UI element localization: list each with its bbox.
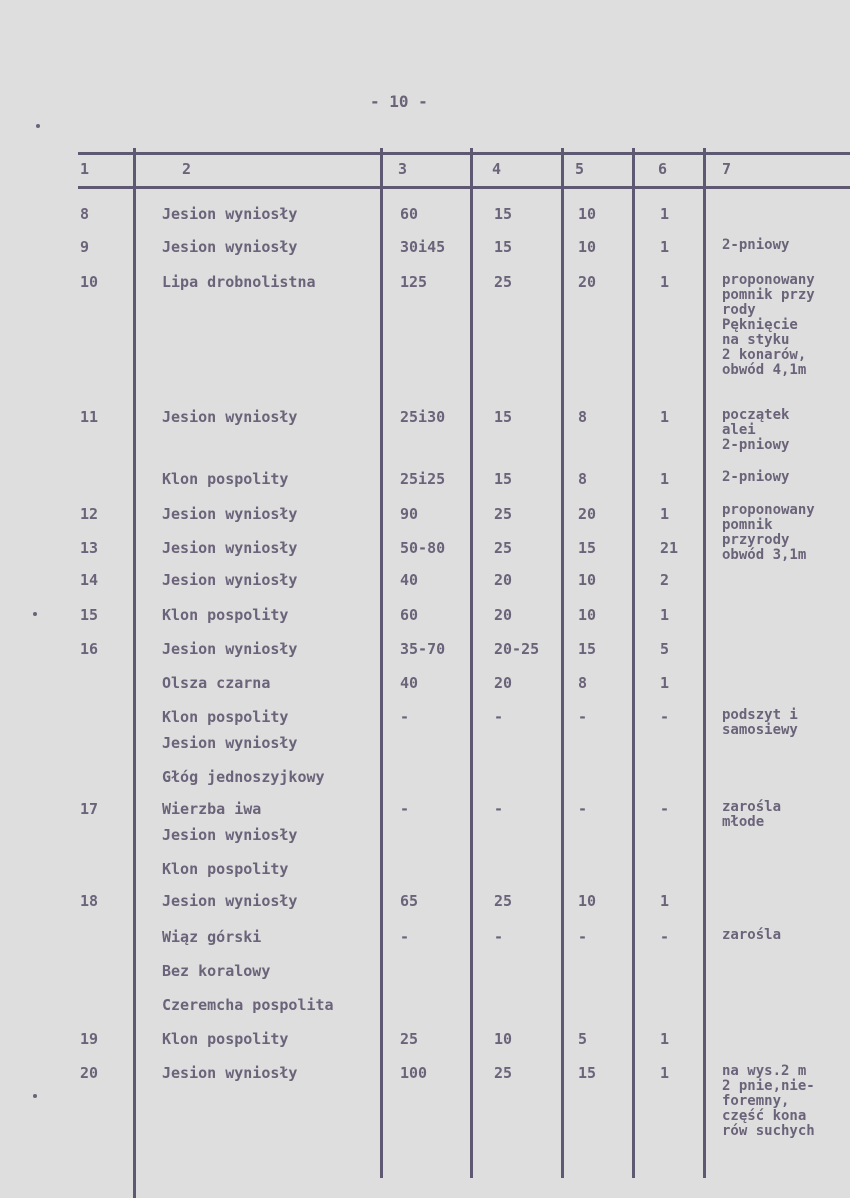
cell-col4: 15 xyxy=(494,408,513,426)
cell-note: 2-pniowy xyxy=(722,237,790,253)
cell-col3: 60 xyxy=(400,606,419,624)
cell-note: zarośla xyxy=(722,927,782,943)
cell-species: Głóg jednoszyjkowy xyxy=(162,768,325,786)
cell-col6: 1 xyxy=(660,892,670,910)
cell-nr: 13 xyxy=(80,539,99,557)
cell-nr: 11 xyxy=(80,408,99,426)
punch-hole xyxy=(33,1094,37,1098)
column-divider-4 xyxy=(561,148,564,1178)
table-header-line xyxy=(78,186,850,189)
cell-species: Czeremcha pospolita xyxy=(162,996,334,1014)
cell-col5: 15 xyxy=(578,539,597,557)
cell-col5: 8 xyxy=(578,470,588,488)
cell-col5: 15 xyxy=(578,1064,597,1082)
cell-col4: 25 xyxy=(494,892,513,910)
cell-col4: - xyxy=(494,708,504,726)
cell-species: Jesion wyniosły xyxy=(162,539,298,557)
cell-col5: - xyxy=(578,800,588,818)
cell-col3: 100 xyxy=(400,1064,428,1082)
cell-col5: - xyxy=(578,708,588,726)
cell-col4: 25 xyxy=(494,273,513,291)
header-col-7: 7 xyxy=(722,160,732,178)
cell-col6: 1 xyxy=(660,606,670,624)
cell-species: Jesion wyniosły xyxy=(162,734,298,752)
header-col-1: 1 xyxy=(80,160,90,178)
cell-nr: 9 xyxy=(80,238,90,256)
cell-col4: 15 xyxy=(494,205,513,223)
punch-hole xyxy=(33,612,37,616)
cell-col5: 8 xyxy=(578,408,588,426)
cell-col4: 25 xyxy=(494,1064,513,1082)
cell-col3: 35-70 xyxy=(400,640,446,658)
cell-nr: 15 xyxy=(80,606,99,624)
cell-species: Klon pospolity xyxy=(162,606,289,624)
cell-col5: 15 xyxy=(578,640,597,658)
cell-species: Wierzba iwa xyxy=(162,800,262,818)
cell-col6: 1 xyxy=(660,273,670,291)
cell-col6: 1 xyxy=(660,408,670,426)
cell-note: proponowany pomnik przyrody obwód 3,1m xyxy=(722,502,815,563)
cell-col4: 15 xyxy=(494,470,513,488)
cell-species: Jesion wyniosły xyxy=(162,205,298,223)
column-divider-3 xyxy=(470,148,473,1178)
cell-col3: 30i45 xyxy=(400,238,446,256)
cell-col4: - xyxy=(494,800,504,818)
cell-col4: - xyxy=(494,928,504,946)
cell-col5: 8 xyxy=(578,674,588,692)
cell-col3: - xyxy=(400,800,410,818)
column-divider-6 xyxy=(703,148,706,1178)
cell-col3: - xyxy=(400,928,410,946)
cell-col3: 90 xyxy=(400,505,419,523)
cell-species: Olsza czarna xyxy=(162,674,271,692)
cell-col4: 20 xyxy=(494,606,513,624)
cell-species: Jesion wyniosły xyxy=(162,505,298,523)
cell-col5: 10 xyxy=(578,205,597,223)
cell-species: Bez koralowy xyxy=(162,962,271,980)
cell-note: zarośla młode xyxy=(722,799,782,830)
cell-col6: 1 xyxy=(660,470,670,488)
cell-note: podszyt i samosiewy xyxy=(722,707,798,738)
cell-col5: 10 xyxy=(578,606,597,624)
cell-col6: 1 xyxy=(660,238,670,256)
cell-note: początek alei 2-pniowy xyxy=(722,407,790,453)
header-col-4: 4 xyxy=(492,160,502,178)
cell-col4: 15 xyxy=(494,238,513,256)
cell-col4: 10 xyxy=(494,1030,513,1048)
cell-col6: 1 xyxy=(660,205,670,223)
cell-col3: 40 xyxy=(400,571,419,589)
cell-nr: 20 xyxy=(80,1064,99,1082)
cell-col5: 20 xyxy=(578,505,597,523)
table-top-line xyxy=(78,152,850,155)
cell-col6: - xyxy=(660,928,670,946)
cell-col5: 10 xyxy=(578,892,597,910)
cell-nr: 12 xyxy=(80,505,99,523)
cell-col6: 21 xyxy=(660,539,679,557)
cell-col6: - xyxy=(660,800,670,818)
cell-col3: 40 xyxy=(400,674,419,692)
cell-nr: 10 xyxy=(80,273,99,291)
cell-col4: 20 xyxy=(494,571,513,589)
cell-col3: 25i30 xyxy=(400,408,446,426)
cell-col4: 20 xyxy=(494,674,513,692)
cell-species: Jesion wyniosły xyxy=(162,640,298,658)
cell-nr: 14 xyxy=(80,571,99,589)
cell-col5: 20 xyxy=(578,273,597,291)
cell-col6: 1 xyxy=(660,505,670,523)
cell-col3: 25 xyxy=(400,1030,419,1048)
cell-nr: 18 xyxy=(80,892,99,910)
cell-note: 2-pniowy xyxy=(722,469,790,485)
cell-species: Klon pospolity xyxy=(162,708,289,726)
cell-species: Jesion wyniosły xyxy=(162,1064,298,1082)
cell-species: Jesion wyniosły xyxy=(162,571,298,589)
cell-nr: 16 xyxy=(80,640,99,658)
cell-species: Klon pospolity xyxy=(162,470,289,488)
cell-col6: 1 xyxy=(660,1064,670,1082)
cell-col3: - xyxy=(400,708,410,726)
cell-note: na wys.2 m 2 pnie,nie- foremny, część kona rów suchych xyxy=(722,1063,815,1139)
cell-col4: 20-25 xyxy=(494,640,540,658)
column-divider-1 xyxy=(133,148,136,1198)
cell-col4: 25 xyxy=(494,505,513,523)
cell-species: Klon pospolity xyxy=(162,860,289,878)
cell-species: Lipa drobnolistna xyxy=(162,273,316,291)
cell-col3: 60 xyxy=(400,205,419,223)
header-col-5: 5 xyxy=(575,160,585,178)
cell-col6: 1 xyxy=(660,674,670,692)
cell-col5: 10 xyxy=(578,571,597,589)
cell-species: Wiąz górski xyxy=(162,928,262,946)
cell-col3: 50-80 xyxy=(400,539,446,557)
cell-col6: 1 xyxy=(660,1030,670,1048)
header-col-3: 3 xyxy=(398,160,408,178)
cell-species: Jesion wyniosły xyxy=(162,238,298,256)
cell-col5: 10 xyxy=(578,238,597,256)
cell-col4: 25 xyxy=(494,539,513,557)
header-col-2: 2 xyxy=(182,160,192,178)
cell-col5: 5 xyxy=(578,1030,588,1048)
cell-col6: 2 xyxy=(660,571,670,589)
cell-col3: 65 xyxy=(400,892,419,910)
column-divider-2 xyxy=(380,148,383,1178)
header-col-6: 6 xyxy=(658,160,668,178)
cell-col5: - xyxy=(578,928,588,946)
page-number: - 10 - xyxy=(370,92,428,111)
cell-species: Jesion wyniosły xyxy=(162,826,298,844)
cell-nr: 19 xyxy=(80,1030,99,1048)
cell-species: Klon pospolity xyxy=(162,1030,289,1048)
cell-col3: 125 xyxy=(400,273,428,291)
cell-col3: 25i25 xyxy=(400,470,446,488)
column-divider-5 xyxy=(632,148,635,1178)
cell-col6: - xyxy=(660,708,670,726)
cell-species: Jesion wyniosły xyxy=(162,408,298,426)
cell-nr: 17 xyxy=(80,800,99,818)
punch-hole xyxy=(36,124,40,128)
cell-note: proponowany pomnik przy rody Pęknięcie na styku 2 konarów, obwód 4,1m xyxy=(722,272,815,378)
cell-col6: 5 xyxy=(660,640,670,658)
cell-nr: 8 xyxy=(80,205,90,223)
cell-species: Jesion wyniosły xyxy=(162,892,298,910)
